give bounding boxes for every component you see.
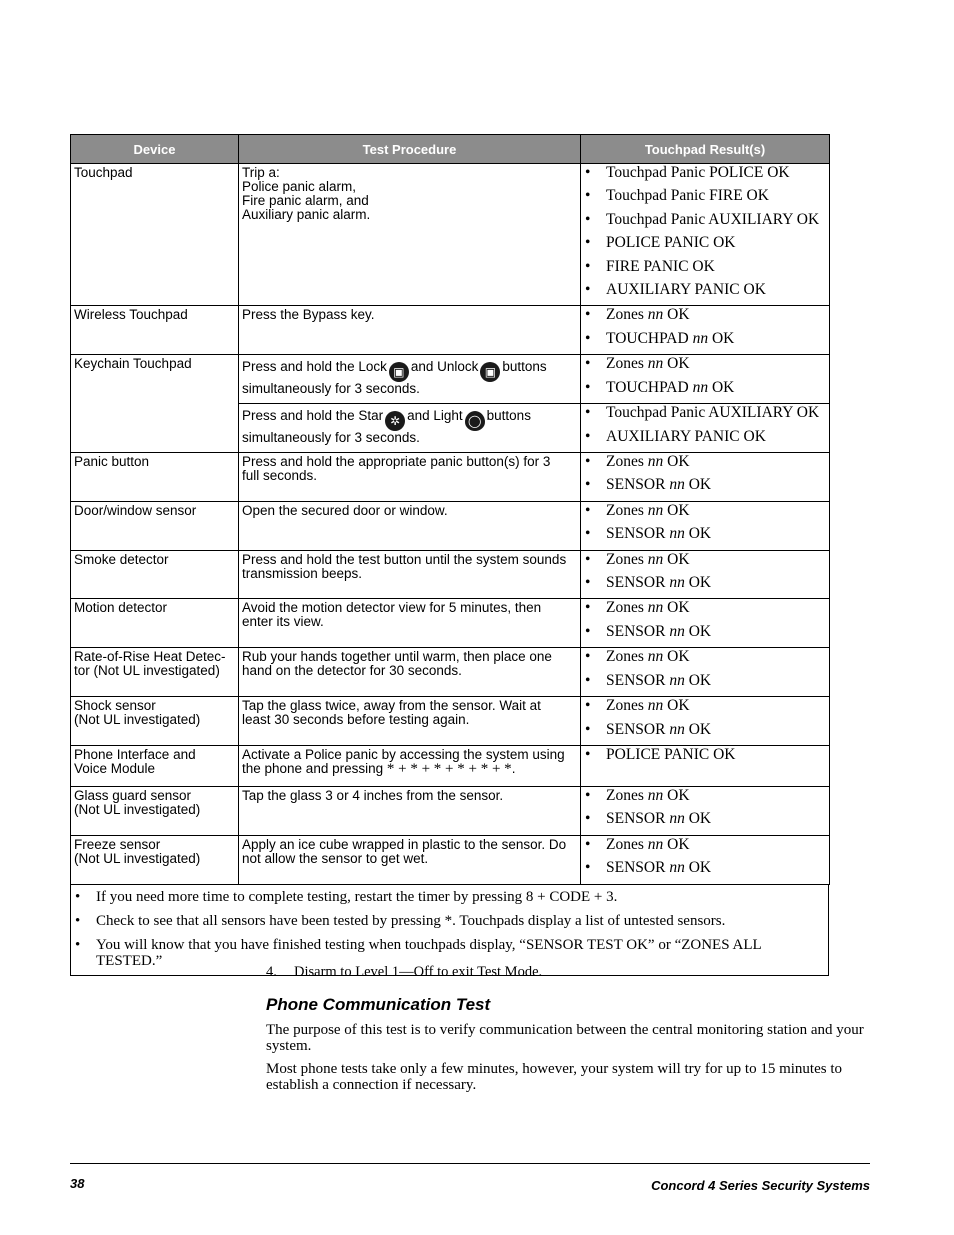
device-cell: Keychain Touchpad <box>71 355 239 453</box>
procedure-cell <box>239 452 581 501</box>
result-item: • AUXILIARY PANIC OK <box>585 429 829 445</box>
procedure-line: enter its view. <box>242 614 324 630</box>
procedure-cell <box>239 697 581 746</box>
procedure-line: Police panic alarm, <box>242 179 357 194</box>
result-item: • TOUCHPAD nn OK <box>585 380 829 396</box>
procedure-line: full seconds. <box>242 467 318 483</box>
procedure-line: not allow the sensor to get wet. <box>242 850 429 866</box>
result-item: • Zones nn OK <box>585 454 829 470</box>
device-cell: Shock sensor (Not UL investigated) <box>71 697 239 746</box>
procedure-line: Press and hold the appropriate panic button(s) for 3 <box>242 453 551 469</box>
results-cell <box>581 835 830 884</box>
step-text: Disarm to Level 1—Off to exit Test Mode. <box>294 964 543 980</box>
procedure-line: Tap the glass 3 or 4 inches from the sensor. <box>242 788 504 804</box>
result-item: • TOUCHPAD nn OK <box>585 331 829 347</box>
header-device: Device <box>71 135 239 164</box>
device-cell: Motion detector <box>71 599 239 648</box>
procedure-cell <box>239 404 581 453</box>
table-row <box>71 306 830 355</box>
table-row <box>71 550 830 599</box>
procedure-cell <box>239 501 581 550</box>
device-cell: Door/window sensor <box>71 501 239 550</box>
results-cell <box>581 746 830 787</box>
testing-notes <box>70 885 829 976</box>
test-procedure-table <box>70 134 830 885</box>
result-item: • SENSOR nn OK <box>585 811 829 827</box>
result-item: • Zones nn OK <box>585 600 829 616</box>
procedure-text: simultaneously for 3 seconds. <box>242 430 420 446</box>
procedure-line: Press and hold the test button until the system sounds <box>242 551 567 567</box>
procedure-cell <box>239 835 581 884</box>
device-cell: Wireless Touchpad <box>71 306 239 355</box>
result-item: • Zones nn OK <box>585 649 829 665</box>
procedure-line: transmission beeps. <box>242 565 363 581</box>
procedure-line: Open the secured door or window. <box>242 502 448 518</box>
procedure-line: Avoid the motion detector view for 5 minutes, then <box>242 600 542 616</box>
procedure-cell <box>239 746 581 787</box>
table-row <box>71 599 830 648</box>
procedure-text: buttons <box>486 408 531 424</box>
procedure-text: buttons <box>502 359 547 375</box>
table-row <box>71 452 830 501</box>
table-row <box>71 787 830 836</box>
section-paragraph: Most phone tests take only a few minutes, however, your system will try for up to 15 minutes to establish a connection if necessary. <box>266 1061 842 1093</box>
procedure-text: Press and hold the Lock <box>242 359 387 375</box>
procedure-text: Press and hold the Star <box>242 408 384 424</box>
table-row <box>71 355 830 404</box>
procedure-cell <box>239 355 581 404</box>
result-item: • SENSOR nn OK <box>585 575 829 591</box>
procedure-line: Auxiliary panic alarm. <box>242 207 371 222</box>
result-item: • AUXILIARY PANIC OK <box>585 282 829 298</box>
results-cell <box>581 550 830 599</box>
result-item: • SENSOR nn OK <box>585 477 829 493</box>
footer-title: Concord 4 Series Security Systems <box>651 1178 870 1193</box>
header-test-procedure: Test Procedure <box>239 135 581 164</box>
result-item: • Touchpad Panic AUXILIARY OK <box>585 212 829 228</box>
result-item: • Touchpad Panic AUXILIARY OK <box>585 405 829 421</box>
results-cell <box>581 697 830 746</box>
procedure-line: least 30 seconds before testing again. <box>242 712 470 728</box>
device-cell: Touchpad <box>71 164 239 306</box>
procedure-line: Trip a: <box>242 165 280 180</box>
procedure-cell <box>239 648 581 697</box>
table-row <box>71 746 830 787</box>
section-paragraph: The purpose of this test is to verify communication between the central monitoring station and your system. <box>266 1022 864 1054</box>
device-cell: Smoke detector <box>71 550 239 599</box>
procedure-line: hand on the detector for 30 seconds. <box>242 663 462 679</box>
procedure-cell <box>239 550 581 599</box>
result-item: • SENSOR nn OK <box>585 722 829 738</box>
header-touchpad-results: Touchpad Result(s) <box>581 135 830 164</box>
table-row <box>71 835 830 884</box>
procedure-line: Apply an ice cube wrapped in plastic to the sensor. Do <box>242 836 567 852</box>
page-number: 38 <box>70 1176 85 1191</box>
test-procedure-table-wrapper <box>70 134 829 976</box>
results-cell <box>581 355 830 404</box>
result-item: • Zones nn OK <box>585 307 829 323</box>
procedure-text: simultaneously for 3 seconds. <box>242 381 420 397</box>
footer-divider <box>70 1163 870 1164</box>
results-cell <box>581 164 830 306</box>
device-cell: Rate-of-Rise Heat Detec- tor (Not UL investigated) <box>71 648 239 697</box>
result-item: • Zones nn OK <box>585 837 829 853</box>
procedure-line: Tap the glass twice, away from the sensor. Wait at <box>242 698 541 714</box>
procedure-line: Rub your hands together until warm, then place one <box>242 649 552 665</box>
result-item: • Zones nn OK <box>585 788 829 804</box>
results-cell <box>581 306 830 355</box>
procedure-cell <box>239 306 581 355</box>
table-header-row <box>71 135 830 164</box>
result-item: • SENSOR nn OK <box>585 526 829 542</box>
procedure-cell <box>239 164 581 306</box>
procedure-cell <box>239 599 581 648</box>
section-title: Phone Communication Test <box>266 995 491 1014</box>
procedure-line: Activate a Police panic by accessing the system using <box>242 747 565 763</box>
result-item: • Zones nn OK <box>585 503 829 519</box>
results-cell <box>581 787 830 836</box>
note-item: • You will know that you have finished testing when touchpads display, “SENSOR TEST OK” or “ZONES ALL TESTED.” <box>75 937 822 969</box>
lock-icon: ▣ <box>389 362 409 382</box>
result-item: • SENSOR nn OK <box>585 624 829 640</box>
result-item: • FIRE PANIC OK <box>585 259 829 275</box>
results-cell <box>581 599 830 648</box>
result-item: • SENSOR nn OK <box>585 860 829 876</box>
result-item: • POLICE PANIC OK <box>585 235 829 251</box>
result-item: • SENSOR nn OK <box>585 673 829 689</box>
procedure-line: Fire panic alarm, and <box>242 193 369 208</box>
table-row <box>71 164 830 306</box>
unlock-icon: ▣ <box>480 362 500 382</box>
table-row <box>71 697 830 746</box>
step-number: 4. <box>266 964 277 980</box>
device-cell: Panic button <box>71 452 239 501</box>
result-item: • POLICE PANIC OK <box>585 747 829 763</box>
procedure-text: and Light <box>407 408 463 424</box>
device-cell: Phone Interface and Voice Module <box>71 746 239 787</box>
light-icon: ◯ <box>465 411 485 431</box>
note-item: • Check to see that all sensors have been tested by pressing *. Touchpads display a list of untested sensors. <box>75 913 822 929</box>
results-cell <box>581 452 830 501</box>
star-icon: ✲ <box>385 411 405 431</box>
step-4 <box>266 964 542 981</box>
table-row <box>71 501 830 550</box>
result-item: • Zones nn OK <box>585 552 829 568</box>
procedure-line: Press the Bypass key. <box>242 307 375 323</box>
procedure-cell <box>239 787 581 836</box>
result-item: • Zones nn OK <box>585 356 829 372</box>
results-cell <box>581 501 830 550</box>
device-cell: Freeze sensor (Not UL investigated) <box>71 835 239 884</box>
note-item: • If you need more time to complete testing, restart the timer by pressing 8 + CODE + 3. <box>75 889 822 905</box>
procedure-text: and Unlock <box>410 359 479 375</box>
result-item: • Zones nn OK <box>585 698 829 714</box>
results-cell <box>581 404 830 453</box>
device-cell: Glass guard sensor (Not UL investigated) <box>71 787 239 836</box>
table-row <box>71 648 830 697</box>
result-item: • Touchpad Panic POLICE OK <box>585 165 829 181</box>
result-item: • Touchpad Panic FIRE OK <box>585 188 829 204</box>
results-cell <box>581 648 830 697</box>
procedure-line: the phone and pressing * + * + * + * + * + *. <box>242 761 516 778</box>
